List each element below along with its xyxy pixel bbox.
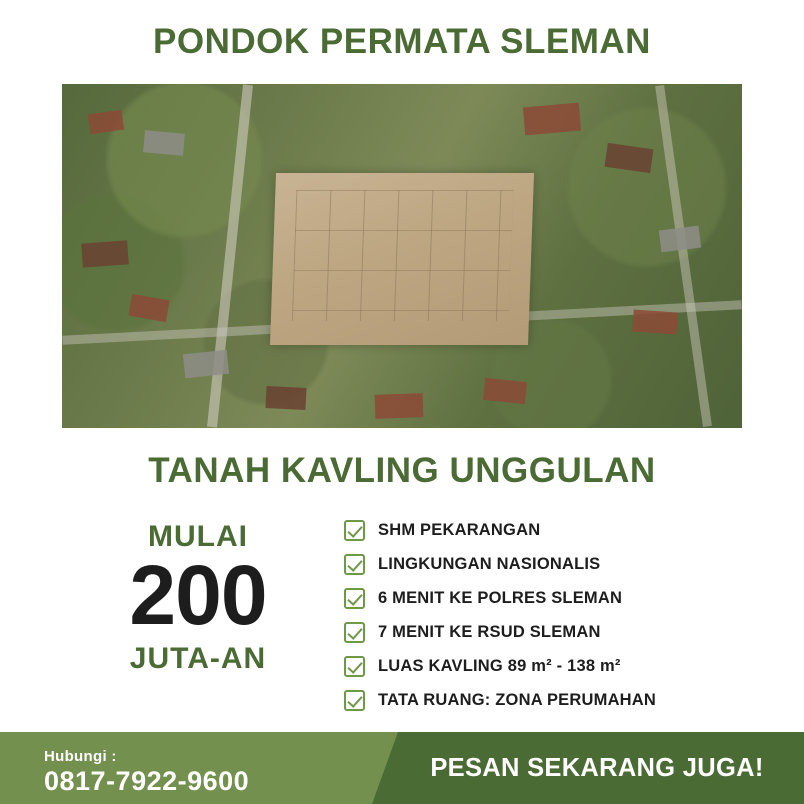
price-start-label: MULAI: [148, 520, 248, 553]
price-block: [34, 514, 334, 732]
contact-label: Hubungi :: [44, 748, 117, 765]
price-unit-label: JUTA-AN: [129, 641, 267, 675]
check-icon: [344, 656, 365, 677]
cta-label: PESAN SEKARANG JUGA!: [430, 753, 764, 782]
rooftop: [88, 109, 124, 134]
feature-label: LINGKUNGAN NASIONALIS: [378, 555, 601, 573]
cta-block[interactable]: [372, 732, 804, 804]
rooftop: [128, 294, 169, 322]
list-item: [344, 588, 770, 609]
feature-label: 6 MENIT KE POLRES SLEMAN: [378, 589, 623, 607]
road-vertical-left: [207, 84, 253, 427]
contact-block[interactable]: [0, 732, 372, 804]
feature-label: LUAS KAVLING 89 m² - 138 m²: [378, 657, 621, 675]
feature-list: [334, 514, 770, 732]
aerial-photo-image: [62, 84, 742, 428]
check-icon: [344, 622, 365, 643]
list-item: [344, 690, 770, 711]
rooftop: [183, 350, 229, 378]
list-item: [344, 622, 770, 643]
land-plot-area: [270, 173, 534, 345]
list-item: [344, 554, 770, 575]
feature-label: SHM PEKARANGAN: [378, 521, 541, 539]
rooftop: [265, 386, 306, 410]
rooftop: [82, 241, 130, 268]
check-icon: [344, 588, 365, 609]
rooftop: [374, 393, 423, 419]
road-vertical-right: [655, 85, 712, 427]
rooftop: [523, 102, 581, 135]
list-item: [344, 656, 770, 677]
feature-label: 7 MENIT KE RSUD SLEMAN: [378, 623, 601, 641]
rooftop: [143, 130, 185, 155]
check-icon: [344, 690, 365, 711]
footer-bar: [0, 732, 804, 804]
rooftop: [632, 310, 677, 335]
main-content: [0, 514, 804, 732]
page-subtitle: TANAH KAVLING UNGGULAN: [148, 451, 656, 490]
price-value: 200: [129, 548, 267, 642]
check-icon: [344, 520, 365, 541]
title-bar: [0, 0, 804, 84]
rooftop: [659, 226, 701, 253]
rooftop: [483, 378, 527, 404]
page-title: PONDOK PERMATA SLEMAN: [153, 22, 651, 61]
feature-label: TATA RUANG: ZONA PERUMAHAN: [378, 691, 657, 709]
aerial-photo: [62, 84, 742, 428]
check-icon: [344, 554, 365, 575]
contact-phone[interactable]: 0817-7922-9600: [44, 766, 250, 796]
rooftop: [605, 143, 654, 173]
list-item: [344, 520, 770, 541]
subtitle-bar: [0, 428, 804, 514]
